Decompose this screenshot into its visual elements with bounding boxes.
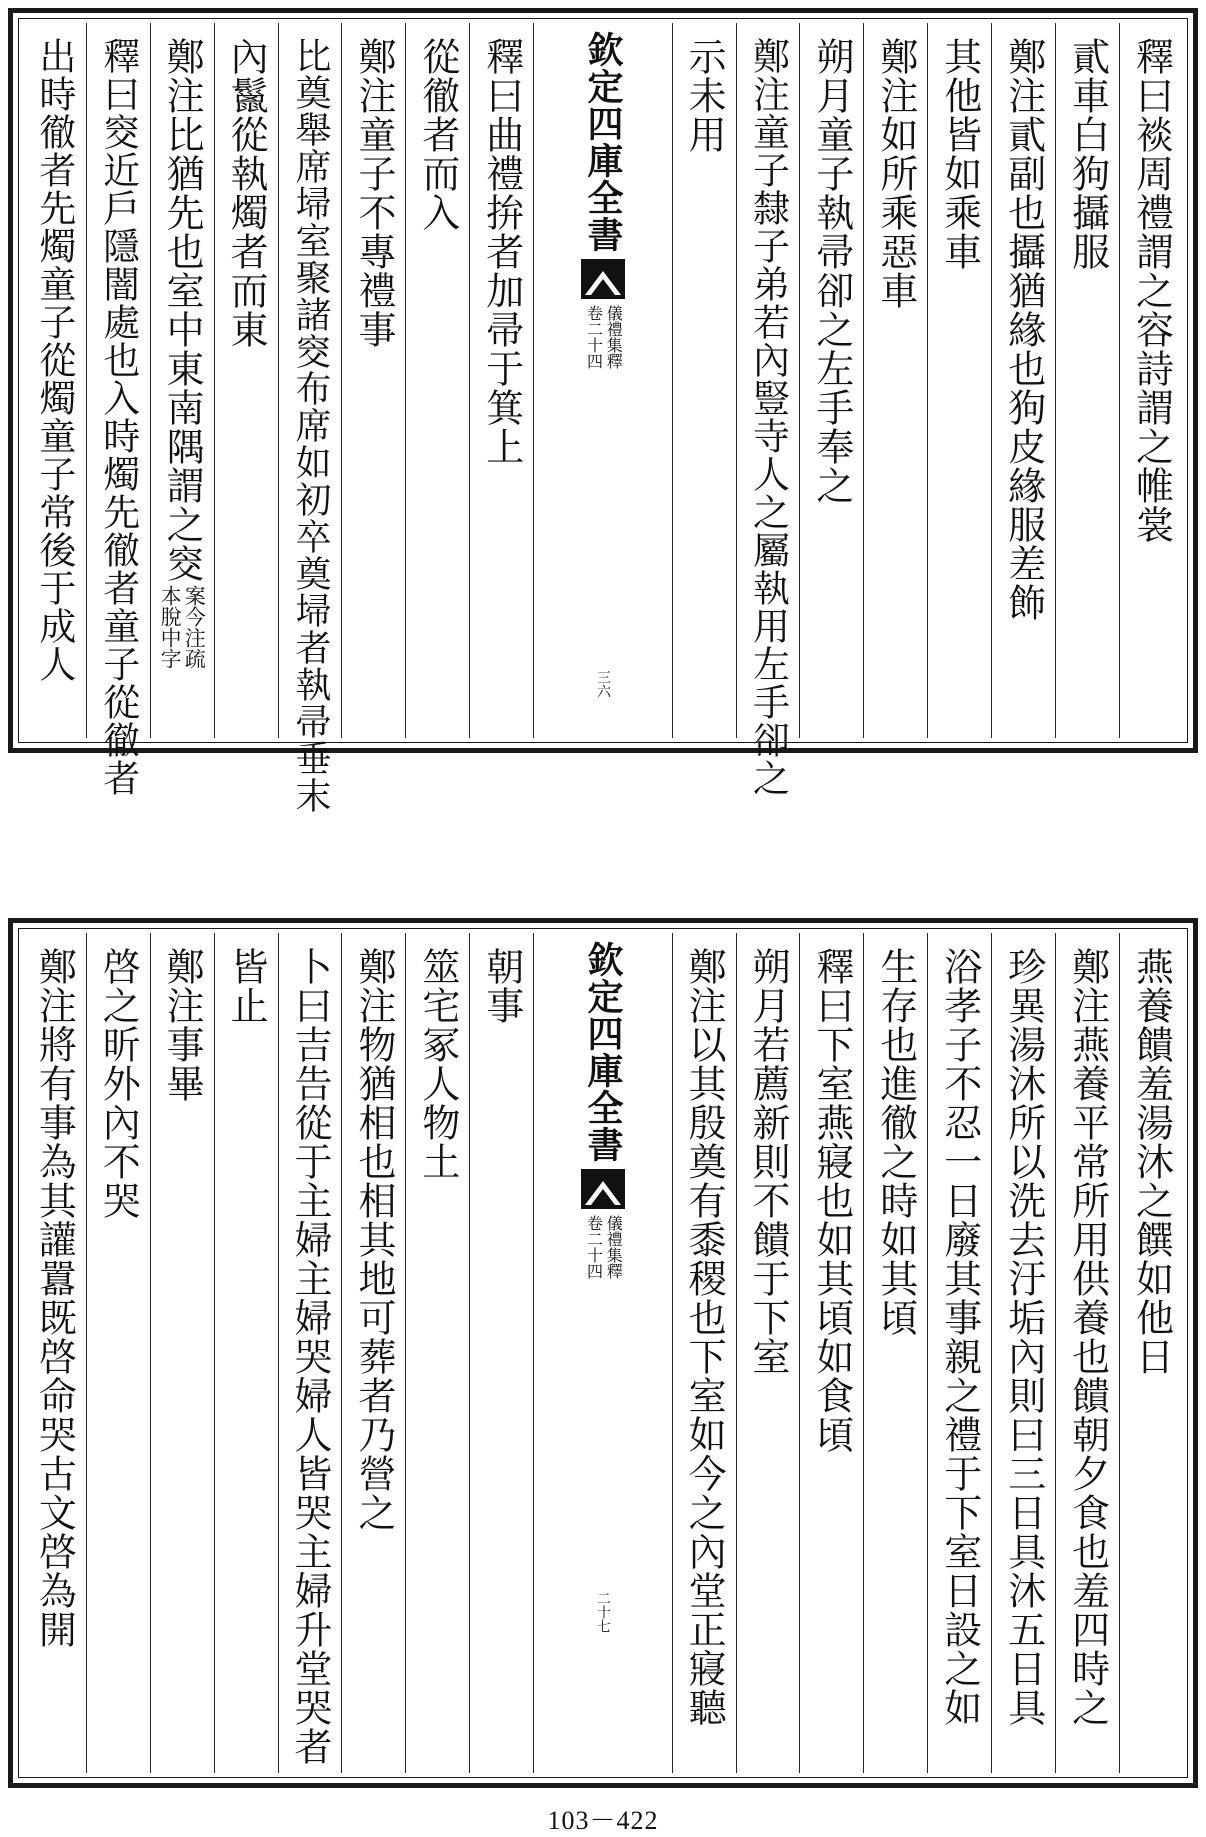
column: 出時徹者先燭童子從燭童子常後于成人 (32, 37, 76, 683)
book-subtitle: 儀禮集釋 (604, 305, 624, 369)
book-title: 欽定四庫全書 (581, 31, 624, 253)
column: 朝事 (469, 933, 533, 1773)
column: 卜曰吉告從于主婦主婦哭婦人皆哭主婦升堂哭者 (278, 933, 342, 1773)
column: 內鬣從執燭者而東 (214, 23, 278, 738)
column: 釋曰裧周禮謂之容詩謂之帷裳 (1119, 23, 1183, 738)
column: 朔月童子執帚卻之左手奉之 (799, 23, 863, 738)
column: 鄭注比猶先也室中東南隅謂之窔 案今注疏 本脫中字 (150, 23, 214, 738)
column: 筮宅冢人物土 (405, 933, 469, 1773)
column: 比奠舉席埽室聚諸窔布席如初卒奠埽者執帚垂末 (278, 23, 342, 738)
column: 鄭注物猶相也相其地可葬者乃營之 (341, 933, 405, 1773)
column: 鄭注事畢 (150, 933, 214, 1773)
column: 鄭注以其殷奠有黍稷也下室如今之內堂正寢聽 (672, 933, 736, 1773)
leaf-number: 三六 (594, 670, 611, 698)
top-page (8, 8, 1198, 814)
column: 珍異湯沐所以洗去汙垢內則曰三日具沐五日具 (991, 933, 1055, 1773)
column: 生存也進徹之時如其頃 (863, 933, 927, 1773)
annotation-note: 案今注疏 本脫中字 (158, 585, 207, 669)
book-title: 欽定四庫全書 (581, 941, 624, 1163)
bottom-page (8, 918, 1198, 1788)
column: 鄭注童子不專禮事 (341, 23, 405, 738)
column: 從徹者而入 (405, 23, 469, 738)
column: 鄭注童子隸子弟若內豎寺人之屬執用左手卻之 (736, 23, 800, 738)
column: 釋曰下室燕寢也如其頃如食頃 (799, 933, 863, 1773)
column: 啓之昕外內不哭 (86, 933, 150, 1773)
footer-page-number: 103－422 (547, 1806, 659, 1835)
column: 示未用 (672, 23, 736, 738)
column: 鄭注如所乘惡車 (863, 23, 927, 738)
column: 釋曰窔近戶隱闇處也入時燭先徹者童子從徹者 (86, 23, 150, 738)
column: 皆止 (214, 933, 278, 1773)
column: 燕養饋羞湯沐之饌如他日 (1119, 933, 1183, 1773)
book-subtitle: 儀禮集釋 (604, 1215, 624, 1279)
column: 鄭注將有事為其讙囂既啓命哭古文啓為開 (32, 947, 77, 1649)
column: 釋曰曲禮拚者加帚于箕上 (469, 23, 533, 738)
volume-label: 卷二十四 (584, 305, 604, 369)
leaf-number: 二十七 (594, 1591, 611, 1633)
column: 鄭注燕養平常所用供養也饋朝夕食也羞四時之 (1055, 933, 1119, 1773)
column: 其他皆如乘車 (927, 23, 991, 738)
fishtail-icon (581, 1169, 625, 1209)
column: 鄭注貳副也攝猶緣也狗皮緣服差飾 (991, 23, 1055, 738)
column: 浴孝子不忍一日廢其事親之禮于下室日設之如 (927, 933, 991, 1773)
volume-label: 卷二十四 (584, 1215, 604, 1279)
center-fold (533, 933, 671, 1773)
fishtail-icon (581, 259, 625, 299)
column: 朔月若薦新則不饋于下室 (736, 933, 800, 1773)
column: 貳車白狗攝服 (1055, 23, 1119, 738)
center-fold (533, 23, 671, 738)
